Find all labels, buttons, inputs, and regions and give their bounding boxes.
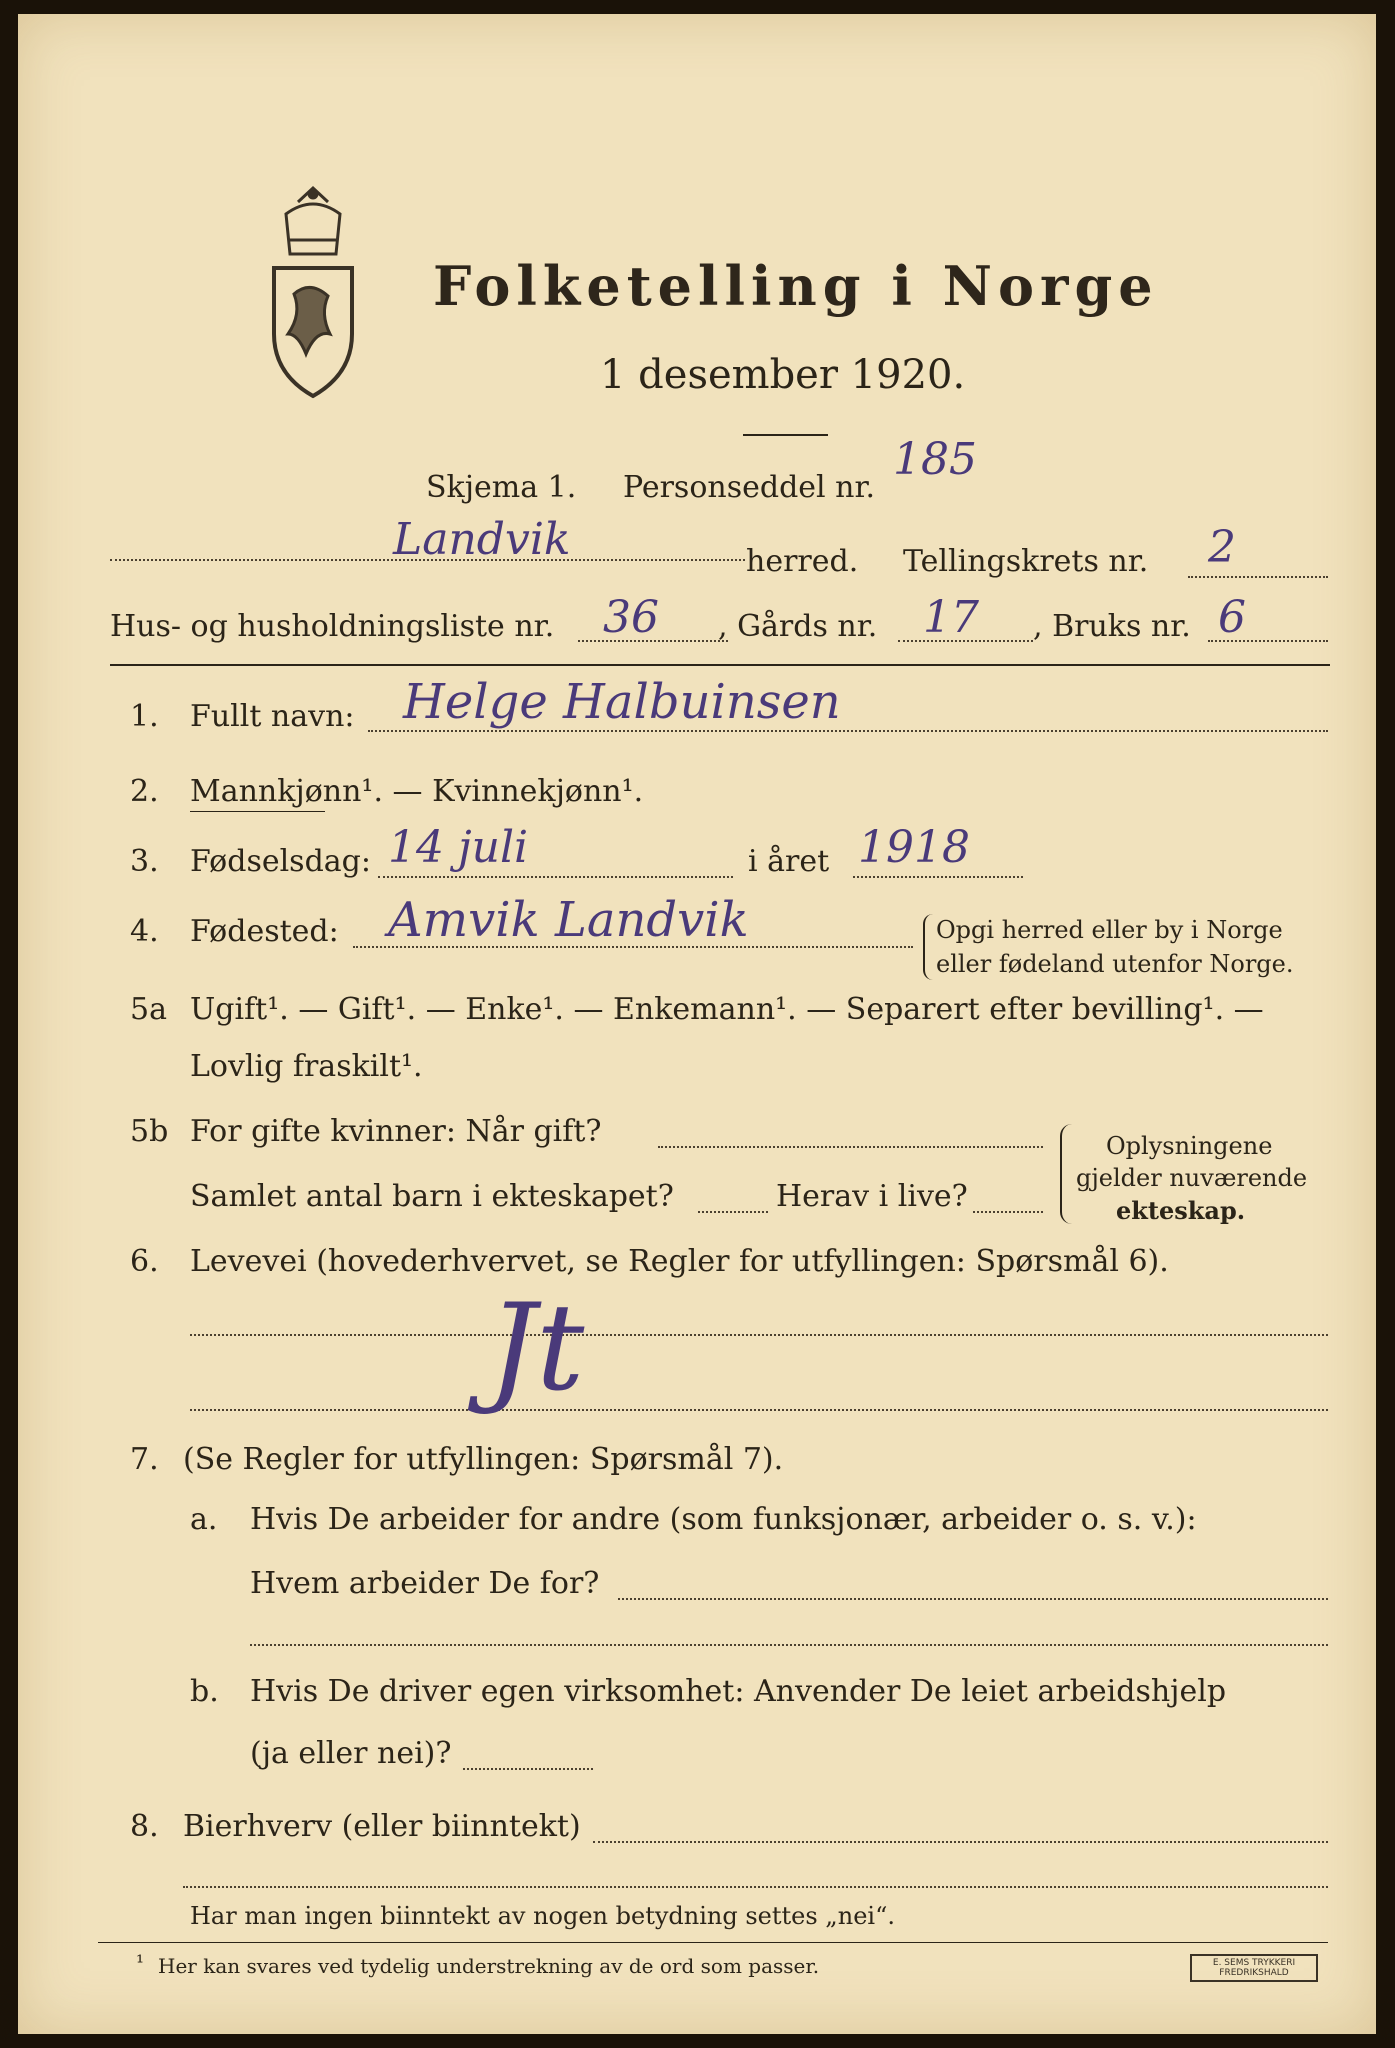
q1-label: Fullt navn:	[190, 699, 355, 734]
census-date: 1 desember 1920.	[600, 352, 966, 398]
footer-divider	[98, 1942, 1328, 1943]
q1-number: 1.	[130, 699, 159, 734]
q7-label: (Se Regler for utfyllingen: Spørsmål 7).	[183, 1442, 784, 1477]
birthplace-note-1: Opgi herred eller by i Norge	[936, 916, 1283, 944]
q5b-number: 5b	[130, 1114, 169, 1149]
year-label: i året	[748, 844, 830, 879]
tellingskrets-label: Tellingskrets nr.	[903, 544, 1149, 579]
q7a-number: a.	[190, 1502, 218, 1537]
personseddel-label: Personseddel nr.	[623, 470, 876, 505]
herred-label: herred.	[746, 544, 859, 579]
q6-label: Levevei (hovederhvervet, se Regler for utfyllingen: Spørsmål 6).	[190, 1244, 1169, 1279]
personseddel-value: 185	[893, 434, 977, 485]
full-name-value: Helge Halbuinsen	[403, 674, 841, 730]
q2-number: 2.	[130, 774, 159, 809]
hus-label: Hus- og husholdningsliste nr.	[110, 609, 555, 644]
q7-number: 7.	[130, 1442, 159, 1477]
footnote-mark: ¹	[136, 1950, 145, 1974]
divider	[743, 434, 828, 436]
q7b-question: Hvis De driver egen virksomhet: Anvender De leiet arbeidshjelp	[250, 1674, 1227, 1709]
schema-label: Skjema 1.	[426, 470, 577, 505]
q6-number: 6.	[130, 1244, 159, 1279]
marital-status-options: Ugift¹. — Gift¹. — Enke¹. — Enkemann¹. — Separert efter bevilling¹. —	[190, 992, 1264, 1027]
gards-value: 17	[923, 592, 979, 643]
marital-status-options-2: Lovlig fraskilt¹.	[190, 1049, 423, 1084]
q8-label: Bierhverv (eller biinntekt)	[183, 1809, 581, 1844]
birth-year-value: 1918	[858, 822, 970, 873]
bruks-value: 6	[1218, 592, 1246, 643]
q5a-number: 5a	[130, 992, 167, 1027]
children-alive-label: Herav i live?	[776, 1179, 968, 1214]
birthday-value: 14 juli	[388, 822, 529, 873]
employer-label: Hvem arbeider De for?	[250, 1566, 600, 1601]
children-count-label: Samlet antal barn i ekteskapet?	[190, 1179, 674, 1214]
q4-number: 4.	[130, 914, 159, 949]
section-divider	[110, 664, 1330, 666]
birthplace-note-2: eller fødeland utenfor Norge.	[936, 950, 1294, 978]
marriage-note-2: gjelder nuværende	[1076, 1164, 1308, 1192]
hired-help-label: (ja eller nei)?	[250, 1736, 452, 1771]
birthplace-value: Amvik Landvik	[388, 892, 749, 948]
q8-number: 8.	[130, 1809, 159, 1844]
marriage-note-1: Oplysningene	[1106, 1132, 1273, 1160]
tellingskrets-value: 2	[1208, 522, 1236, 573]
footer-note: Har man ingen biinntekt av nogen betydning settes „nei“.	[190, 1902, 895, 1930]
form-title: Folketelling i Norge	[433, 254, 1159, 318]
footnote-text: Her kan svares ved tydelig understrekning av de ord som passer.	[158, 1954, 820, 1978]
coat-of-arms-icon	[258, 184, 368, 404]
q3-number: 3.	[130, 844, 159, 879]
herred-value: Landvik	[393, 514, 571, 565]
q4-label: Fødested:	[190, 914, 339, 949]
marriage-note-3: ekteskap.	[1116, 1196, 1246, 1225]
gards-label: , Gårds nr.	[718, 609, 878, 644]
occupation-value: Jt	[488, 1279, 585, 1418]
q7a-question: Hvis De arbeider for andre (som funksjonær, arbeider o. s. v.):	[250, 1502, 1197, 1537]
printer-stamp: E. SEMS TRYKKERI FREDRIKSHALD	[1190, 1954, 1318, 1982]
married-when-label: For gifte kvinner: Når gift?	[190, 1114, 602, 1149]
underline-mannkjonn	[190, 811, 325, 812]
q2-label: Mannkjønn¹. — Kvinnekjønn¹.	[190, 774, 644, 809]
q7b-number: b.	[190, 1674, 219, 1709]
q3-label: Fødselsdag:	[190, 844, 371, 879]
hus-value: 36	[603, 592, 659, 643]
census-form	[18, 14, 1376, 2034]
bruks-label: , Bruks nr.	[1033, 609, 1191, 644]
